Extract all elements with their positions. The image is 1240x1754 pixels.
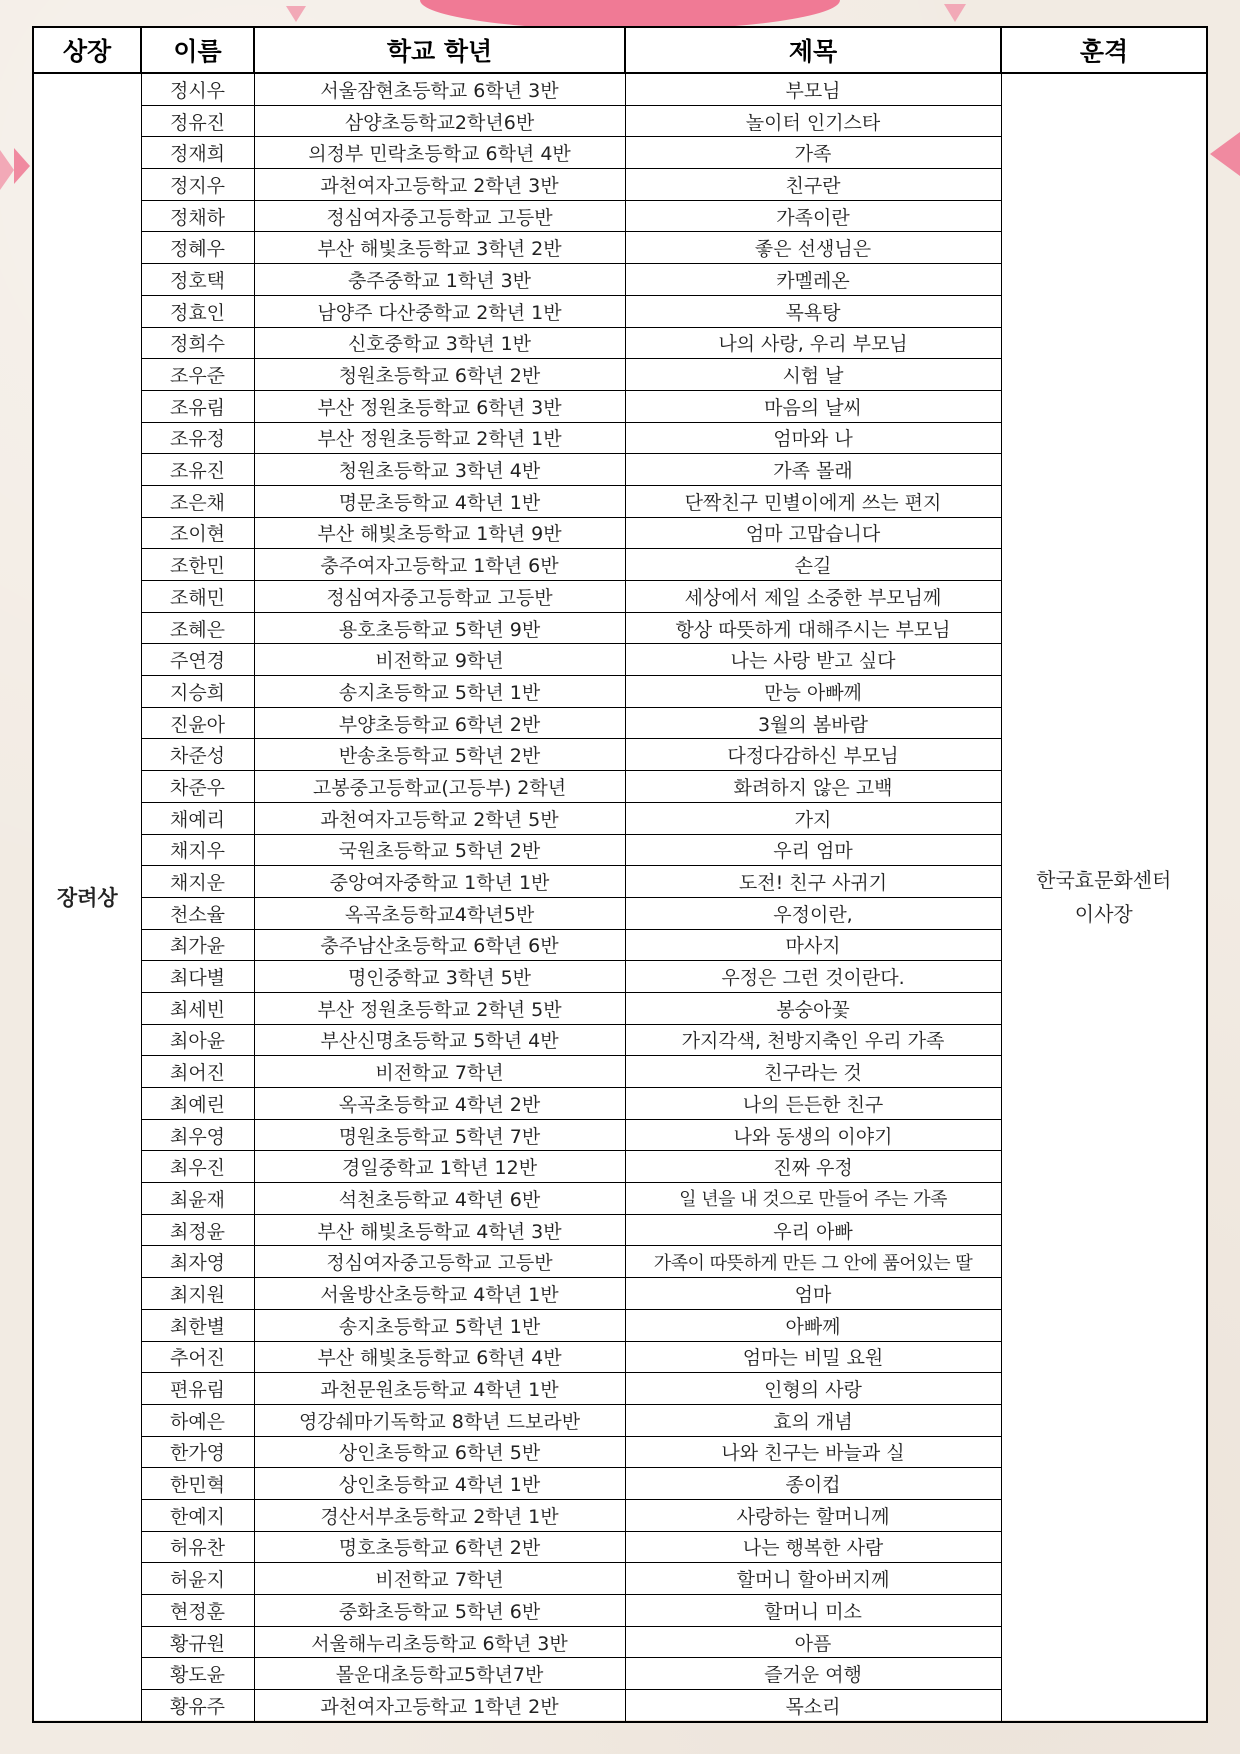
school-grade: 의정부 민락초등학교 6학년 4반 xyxy=(254,137,625,169)
student-name: 편유림 xyxy=(141,1373,254,1405)
entry-title: 엄마 xyxy=(625,1278,1001,1310)
entry-title: 나의 든든한 친구 xyxy=(625,1088,1001,1120)
entry-title: 할머니 미소 xyxy=(625,1595,1001,1627)
student-name: 조한민 xyxy=(141,549,254,581)
student-name: 조이현 xyxy=(141,517,254,549)
school-grade: 부산 해빛초등학교 1학년 9반 xyxy=(254,517,625,549)
entry-title: 나와 친구는 바늘과 실 xyxy=(625,1436,1001,1468)
entry-title: 우리 아빠 xyxy=(625,1214,1001,1246)
entry-title: 손길 xyxy=(625,549,1001,581)
school-grade: 옥곡초등학교 4학년 2반 xyxy=(254,1088,625,1120)
student-name: 천소율 xyxy=(141,897,254,929)
student-name: 허윤지 xyxy=(141,1563,254,1595)
header-honor: 훈격 xyxy=(1001,27,1207,73)
header-title: 제목 xyxy=(625,27,1001,73)
student-name: 채지우 xyxy=(141,834,254,866)
student-name: 정희수 xyxy=(141,327,254,359)
school-grade: 송지초등학교 5학년 1반 xyxy=(254,1309,625,1341)
school-grade: 명호초등학교 6학년 2반 xyxy=(254,1531,625,1563)
student-name: 최자영 xyxy=(141,1246,254,1278)
school-grade: 경산서부초등학교 2학년 1반 xyxy=(254,1499,625,1531)
school-grade: 과천여자고등학교 2학년 5반 xyxy=(254,802,625,834)
entry-title: 단짝친구 민별이에게 쓰는 편지 xyxy=(625,485,1001,517)
school-grade: 부산 정원초등학교 2학년 5반 xyxy=(254,992,625,1024)
school-grade: 부산 해빛초등학교 4학년 3반 xyxy=(254,1214,625,1246)
school-grade: 충주남산초등학교 6학년 6반 xyxy=(254,929,625,961)
student-name: 정호택 xyxy=(141,264,254,296)
school-grade: 명인중학교 3학년 5반 xyxy=(254,961,625,993)
student-name: 최우영 xyxy=(141,1119,254,1151)
student-name: 정재희 xyxy=(141,137,254,169)
student-name: 조유정 xyxy=(141,422,254,454)
entry-title: 나는 사랑 받고 싶다 xyxy=(625,644,1001,676)
pennant-decoration xyxy=(14,148,30,184)
entry-title: 종이컵 xyxy=(625,1468,1001,1500)
entry-title: 세상에서 제일 소중한 부모님께 xyxy=(625,581,1001,613)
school-grade: 과천여자고등학교 1학년 2반 xyxy=(254,1690,625,1722)
school-grade: 정심여자중고등학교 고등반 xyxy=(254,200,625,232)
student-name: 최아윤 xyxy=(141,1024,254,1056)
entry-title: 나는 행복한 사람 xyxy=(625,1531,1001,1563)
school-grade: 상인초등학교 4학년 1반 xyxy=(254,1468,625,1500)
student-name: 최한별 xyxy=(141,1309,254,1341)
school-grade: 비전학교 9학년 xyxy=(254,644,625,676)
school-grade: 서울해누리초등학교 6학년 3반 xyxy=(254,1626,625,1658)
honor-cell xyxy=(1001,73,1207,1722)
school-grade: 옥곡초등학교4학년5반 xyxy=(254,897,625,929)
school-grade: 비전학교 7학년 xyxy=(254,1056,625,1088)
school-grade: 부산 해빛초등학교 3학년 2반 xyxy=(254,232,625,264)
entry-title: 다정다감하신 부모님 xyxy=(625,739,1001,771)
student-name: 최가윤 xyxy=(141,929,254,961)
entry-title: 목욕탕 xyxy=(625,295,1001,327)
entry-title: 엄마는 비밀 요원 xyxy=(625,1341,1001,1373)
school-grade: 송지초등학교 5학년 1반 xyxy=(254,676,625,708)
student-name: 정채하 xyxy=(141,200,254,232)
entry-title: 마사지 xyxy=(625,929,1001,961)
school-grade: 부양초등학교 6학년 2반 xyxy=(254,707,625,739)
school-grade: 용호초등학교 5학년 9반 xyxy=(254,612,625,644)
student-name: 정유진 xyxy=(141,105,254,137)
entry-title: 진짜 우정 xyxy=(625,1151,1001,1183)
school-grade: 고봉중고등학교(고등부) 2학년 xyxy=(254,771,625,803)
entry-title: 놀이터 인기스타 xyxy=(625,105,1001,137)
student-name: 한가영 xyxy=(141,1436,254,1468)
award-name-cell: 장려상 xyxy=(33,73,141,1722)
student-name: 현정훈 xyxy=(141,1595,254,1627)
student-name: 주연경 xyxy=(141,644,254,676)
school-grade: 서울방산초등학교 4학년 1반 xyxy=(254,1278,625,1310)
school-grade: 충주여자고등학교 1학년 6반 xyxy=(254,549,625,581)
award-table-body xyxy=(33,73,1207,1722)
student-name: 최정윤 xyxy=(141,1214,254,1246)
honor-line-2: 이사장 xyxy=(1074,902,1133,927)
entry-title: 우정은 그런 것이란다. xyxy=(625,961,1001,993)
entry-title: 도전! 친구 사귀기 xyxy=(625,866,1001,898)
entry-title: 가족 xyxy=(625,137,1001,169)
school-grade: 청원초등학교 3학년 4반 xyxy=(254,454,625,486)
entry-title: 좋은 선생님은 xyxy=(625,232,1001,264)
entry-title: 시험 날 xyxy=(625,359,1001,391)
student-name: 지승희 xyxy=(141,676,254,708)
student-name: 최지원 xyxy=(141,1278,254,1310)
entry-title: 카멜레온 xyxy=(625,264,1001,296)
student-name: 채지운 xyxy=(141,866,254,898)
student-name: 정효인 xyxy=(141,295,254,327)
student-name: 조해민 xyxy=(141,581,254,613)
school-grade: 중앙여자중학교 1학년 1반 xyxy=(254,866,625,898)
header-name: 이름 xyxy=(141,27,254,73)
student-name: 하예은 xyxy=(141,1404,254,1436)
entry-title: 3월의 봄바람 xyxy=(625,707,1001,739)
entry-title: 가지 xyxy=(625,802,1001,834)
student-name: 조유진 xyxy=(141,454,254,486)
student-name: 채예리 xyxy=(141,802,254,834)
student-name: 추어진 xyxy=(141,1341,254,1373)
header-school: 학교 학년 xyxy=(254,27,625,73)
school-grade: 정심여자중고등학교 고등반 xyxy=(254,581,625,613)
entry-title: 아빠께 xyxy=(625,1309,1001,1341)
student-name: 조혜은 xyxy=(141,612,254,644)
school-grade: 삼양초등학교2학년6반 xyxy=(254,105,625,137)
student-name: 최다별 xyxy=(141,961,254,993)
entry-title: 아픔 xyxy=(625,1626,1001,1658)
student-name: 한민혁 xyxy=(141,1468,254,1500)
school-grade: 몰운대초등학교5학년7반 xyxy=(254,1658,625,1690)
student-name: 진윤아 xyxy=(141,707,254,739)
entry-title: 가족이 따뜻하게 만든 그 안에 품어있는 딸 xyxy=(625,1246,1001,1278)
entry-title: 가족 몰래 xyxy=(625,454,1001,486)
school-grade: 과천문원초등학교 4학년 1반 xyxy=(254,1373,625,1405)
entry-title: 나와 동생의 이야기 xyxy=(625,1119,1001,1151)
student-name: 황규원 xyxy=(141,1626,254,1658)
entry-title: 부모님 xyxy=(625,73,1001,105)
school-grade: 부산신명초등학교 5학년 4반 xyxy=(254,1024,625,1056)
school-grade: 국원초등학교 5학년 2반 xyxy=(254,834,625,866)
student-name: 허유찬 xyxy=(141,1531,254,1563)
school-grade: 과천여자고등학교 2학년 3반 xyxy=(254,169,625,201)
student-name: 조은채 xyxy=(141,485,254,517)
entry-title: 할머니 할아버지께 xyxy=(625,1563,1001,1595)
entry-title: 우정이란, xyxy=(625,897,1001,929)
school-grade: 명문초등학교 4학년 1반 xyxy=(254,485,625,517)
pennant-decoration xyxy=(944,4,966,22)
entry-title: 사랑하는 할머니께 xyxy=(625,1499,1001,1531)
student-name: 한예지 xyxy=(141,1499,254,1531)
entry-title: 일 년을 내 것으로 만들어 주는 가족 xyxy=(625,1183,1001,1215)
student-name: 조유림 xyxy=(141,390,254,422)
school-grade: 명원초등학교 5학년 7반 xyxy=(254,1119,625,1151)
header-award: 상장 xyxy=(33,27,141,73)
entry-title: 항상 따뜻하게 대해주시는 부모님 xyxy=(625,612,1001,644)
student-name: 차준성 xyxy=(141,739,254,771)
student-name: 황도윤 xyxy=(141,1658,254,1690)
student-name: 최어진 xyxy=(141,1056,254,1088)
student-name: 최세빈 xyxy=(141,992,254,1024)
school-grade: 반송초등학교 5학년 2반 xyxy=(254,739,625,771)
entry-title: 가지각색, 천방지축인 우리 가족 xyxy=(625,1024,1001,1056)
school-grade: 상인초등학교 6학년 5반 xyxy=(254,1436,625,1468)
school-grade: 영강쉐마기독학교 8학년 드보라반 xyxy=(254,1404,625,1436)
school-grade: 석천초등학교 4학년 6반 xyxy=(254,1183,625,1215)
student-name: 최우진 xyxy=(141,1151,254,1183)
school-grade: 서울잠현초등학교 6학년 3반 xyxy=(254,73,625,105)
student-name: 차준우 xyxy=(141,771,254,803)
entry-title: 봉숭아꽃 xyxy=(625,992,1001,1024)
entry-title: 나의 사랑, 우리 부모님 xyxy=(625,327,1001,359)
school-grade: 신호중학교 3학년 1반 xyxy=(254,327,625,359)
entry-title: 가족이란 xyxy=(625,200,1001,232)
entry-title: 즐거운 여행 xyxy=(625,1658,1001,1690)
header-row xyxy=(33,27,1207,73)
entry-title: 친구란 xyxy=(625,169,1001,201)
school-grade: 정심여자중고등학교 고등반 xyxy=(254,1246,625,1278)
entry-title: 목소리 xyxy=(625,1690,1001,1722)
entry-title: 친구라는 것 xyxy=(625,1056,1001,1088)
school-grade: 비전학교 7학년 xyxy=(254,1563,625,1595)
school-grade: 부산 해빛초등학교 6학년 4반 xyxy=(254,1341,625,1373)
entry-title: 마음의 날씨 xyxy=(625,390,1001,422)
student-name: 최윤재 xyxy=(141,1183,254,1215)
entry-title: 만능 아빠께 xyxy=(625,676,1001,708)
entry-title: 화려하지 않은 고백 xyxy=(625,771,1001,803)
table-row xyxy=(33,73,1207,105)
school-grade: 남양주 다산중학교 2학년 1반 xyxy=(254,295,625,327)
student-name: 황유주 xyxy=(141,1690,254,1722)
entry-title: 엄마 고맙습니다 xyxy=(625,517,1001,549)
student-name: 정시우 xyxy=(141,73,254,105)
student-name: 정혜우 xyxy=(141,232,254,264)
award-table xyxy=(32,26,1208,1723)
school-grade: 중화초등학교 5학년 6반 xyxy=(254,1595,625,1627)
school-grade: 청원초등학교 6학년 2반 xyxy=(254,359,625,391)
entry-title: 효의 개념 xyxy=(625,1404,1001,1436)
entry-title: 인형의 사랑 xyxy=(625,1373,1001,1405)
school-grade: 부산 정원초등학교 2학년 1반 xyxy=(254,422,625,454)
pennant-decoration xyxy=(286,6,306,22)
honor-line-1: 한국효문화센터 xyxy=(1036,868,1172,893)
entry-title: 엄마와 나 xyxy=(625,422,1001,454)
pennant-decoration xyxy=(0,150,14,190)
student-name: 조우준 xyxy=(141,359,254,391)
student-name: 최예린 xyxy=(141,1088,254,1120)
school-grade: 경일중학교 1학년 12반 xyxy=(254,1151,625,1183)
student-name: 정지우 xyxy=(141,169,254,201)
entry-title: 우리 엄마 xyxy=(625,834,1001,866)
school-grade: 부산 정원초등학교 6학년 3반 xyxy=(254,390,625,422)
pennant-decoration xyxy=(1210,132,1240,176)
school-grade: 충주중학교 1학년 3반 xyxy=(254,264,625,296)
